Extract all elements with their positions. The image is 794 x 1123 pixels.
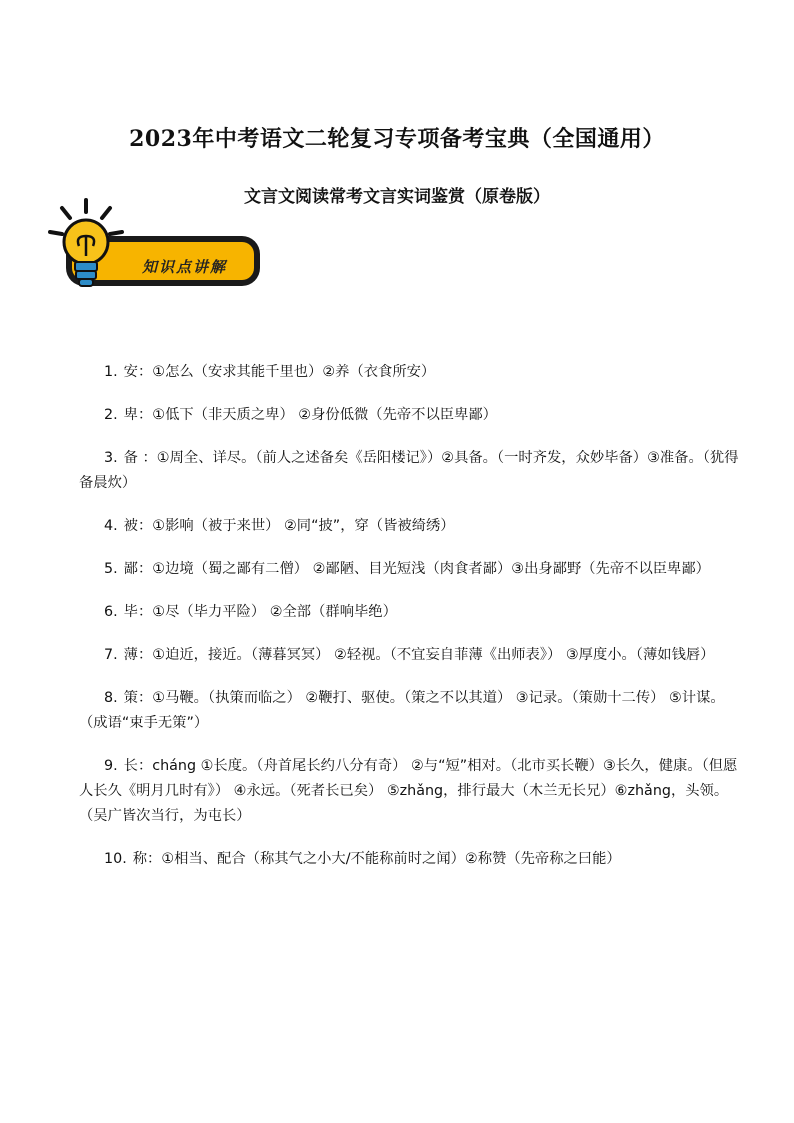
- list-item: 6. 毕：①尽（毕力平险） ②全部（群响毕绝）: [104, 604, 397, 620]
- list-item: 10. 称：①相当、配合（称其气之小大/不能称前时之闻）②称赞（先帝称之曰能）: [104, 851, 621, 867]
- document-subtitle: 文言文阅读常考文言实词鉴赏（原卷版）: [244, 187, 550, 207]
- list-item: 7. 薄：①迫近，接近。（薄暮冥冥） ②轻视。（不宜妄自菲薄《出师表》） ③厚度小。（薄如钱唇）: [104, 647, 715, 663]
- list-item: 2. 卑：①低下（非天质之卑） ②身份低微（先帝不以臣卑鄙）: [104, 407, 497, 423]
- document-title: 2023年中考语文二轮复习专项备考宝典（全国通用）: [129, 126, 665, 152]
- lightbulb-icon: [48, 196, 128, 296]
- list-item: 4. 被：①影响（被于来世） ②同“披”，穿（皆被绮绣）: [104, 518, 455, 534]
- knowledge-badge: [48, 196, 268, 296]
- vocabulary-list: [79, 360, 739, 890]
- badge-label: 知识点讲解: [142, 258, 228, 276]
- list-item: 9. 长：cháng ①长度。（舟首尾长约八分有奇） ②与“短”相对。（北市买长鞭）③长久，健康。（但愿人长久《明月几时有》） ④永远。（死者长已矣） ⑤zhǎng，排行最大（木兰无长兄）⑥zhǎng，头领。（吴广皆次当行，为屯长）: [79, 758, 738, 824]
- list-item: 1. 安：①怎么（安求其能千里也）②养（衣食所安）: [104, 364, 436, 380]
- list-item: 5. 鄙：①边境（蜀之鄙有二僧） ②鄙陋、目光短浅（肉食者鄙）③出身鄙野（先帝不以臣卑鄙）: [104, 561, 710, 577]
- list-item: 8. 策：①马鞭。（执策而临之） ②鞭打、驱使。（策之不以其道） ③记录。（策勋十二传） ⑤计谋。（成语“束手无策”）: [79, 690, 725, 731]
- list-item: 3. 备 ：①周全、详尽。（前人之述备矣《岳阳楼记》）②具备。（一时齐发，众妙毕备）③准备。（犹得备晨炊）: [79, 450, 739, 491]
